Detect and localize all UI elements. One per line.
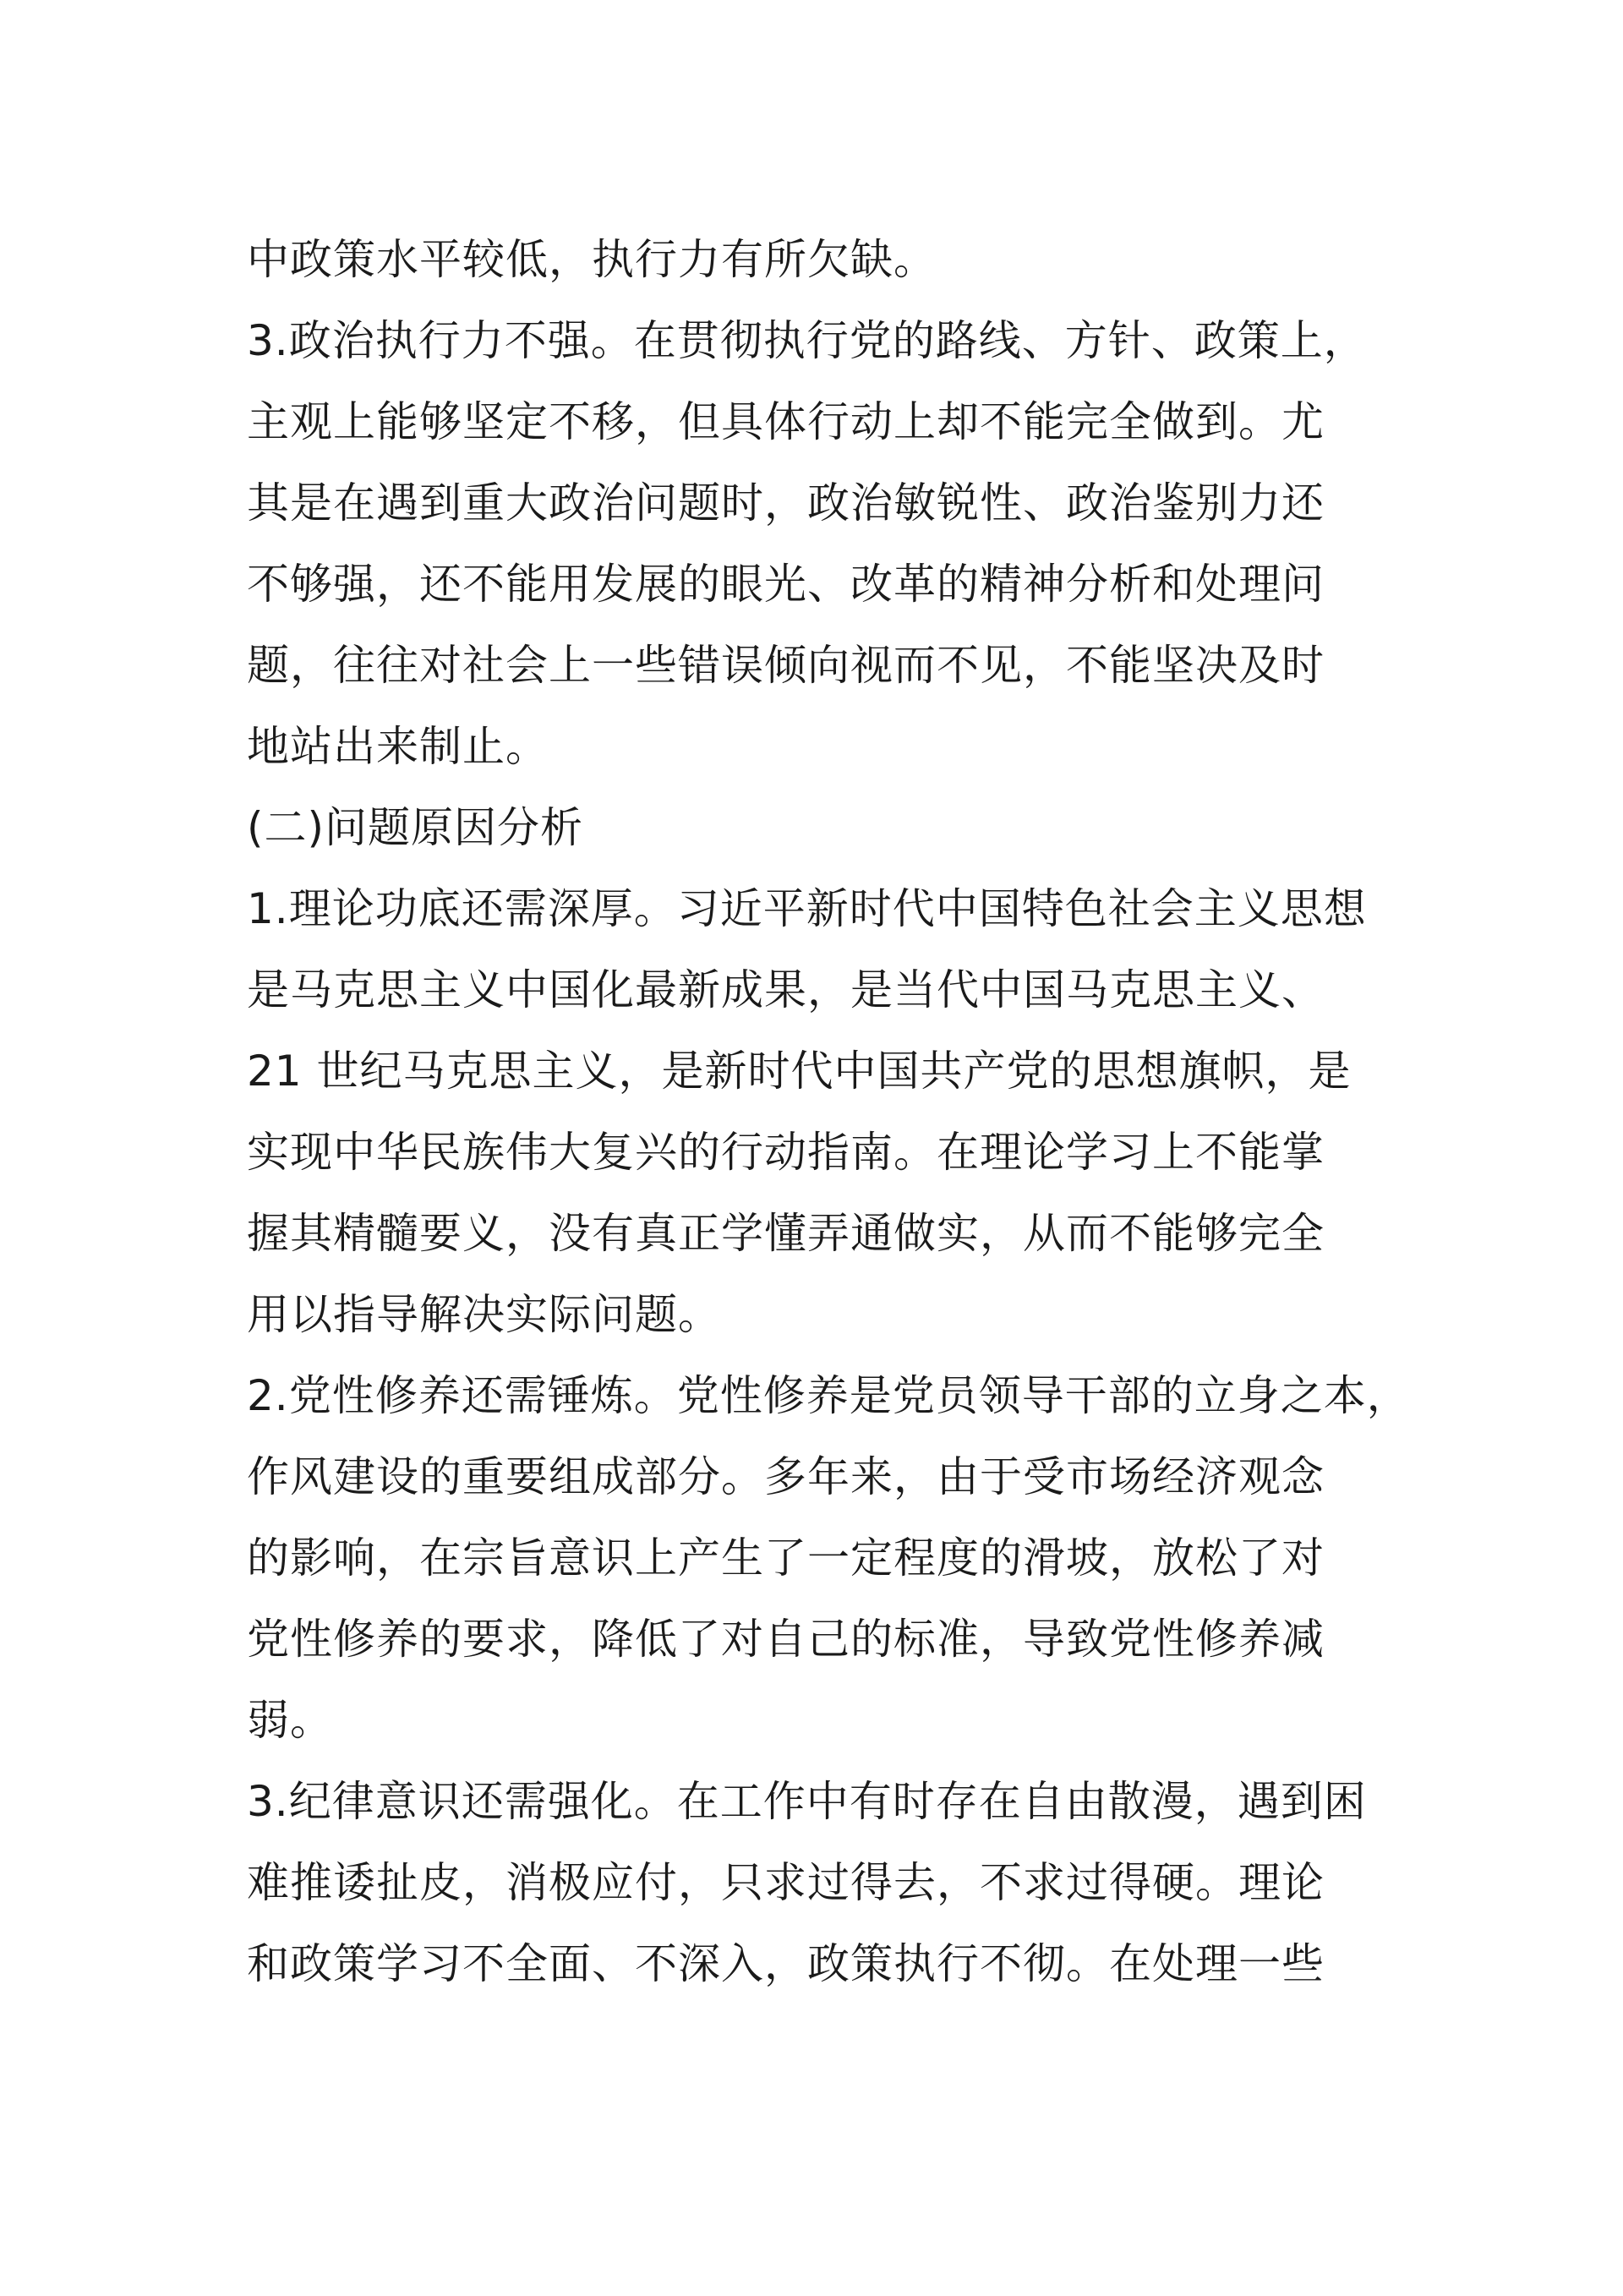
text-line: 2.党性修养还需锤炼。党性修养是党员领导干部的立身之本， <box>247 1371 1410 1420</box>
text-line: 1.理论功底还需深厚。习近平新时代中国特色社会主义思想 <box>247 884 1367 933</box>
text-line: 弱。 <box>247 1696 333 1745</box>
text-line: 是马克思主义中国化最新成果，是当代中国马克思主义、 <box>247 965 1325 1014</box>
section-heading: (二)问题原因分析 <box>247 803 584 852</box>
text-line: 21 世纪马克思主义，是新时代中国共产党的思想旗帜，是 <box>247 1047 1352 1096</box>
text-line: 握其精髓要义，没有真正学懂弄通做实，从而不能够完全 <box>247 1209 1325 1258</box>
text-line: 实现中华民族伟大复兴的行动指南。在理论学习上不能掌 <box>247 1128 1325 1177</box>
text-line: 题，往往对社会上一些错误倾向视而不见，不能坚决及时 <box>247 641 1325 690</box>
text-line: 的影响，在宗旨意识上产生了一定程度的滑坡，放松了对 <box>247 1533 1325 1583</box>
text-line: 难推诿扯皮，消极应付，只求过得去，不求过得硬。理论 <box>247 1858 1325 1907</box>
text-line: 党性修养的要求，降低了对自己的标准，导致党性修养减 <box>247 1615 1325 1664</box>
text-line: 不够强，还不能用发展的眼光、改革的精神分析和处理问 <box>247 560 1325 609</box>
text-line: 和政策学习不全面、不深入，政策执行不彻。在处理一些 <box>247 1939 1325 1988</box>
text-line: 作风建设的重要组成部分。多年来，由于受市场经济观念 <box>247 1452 1325 1501</box>
text-line: 3.政治执行力不强。在贯彻执行党的路线、方针、政策上， <box>247 316 1367 365</box>
text-line: 其是在遇到重大政治问题时，政治敏锐性、政治鉴别力还 <box>247 478 1325 528</box>
text-line: 中政策水平较低，执行力有所欠缺。 <box>247 235 937 284</box>
text-line: 用以指导解决实际问题。 <box>247 1290 721 1339</box>
text-line: 3.纪律意识还需强化。在工作中有时存在自由散漫，遇到困 <box>247 1777 1367 1826</box>
text-line: 主观上能够坚定不移，但具体行动上却不能完全做到。尤 <box>247 397 1325 446</box>
text-line: 地站出来制止。 <box>247 722 549 771</box>
